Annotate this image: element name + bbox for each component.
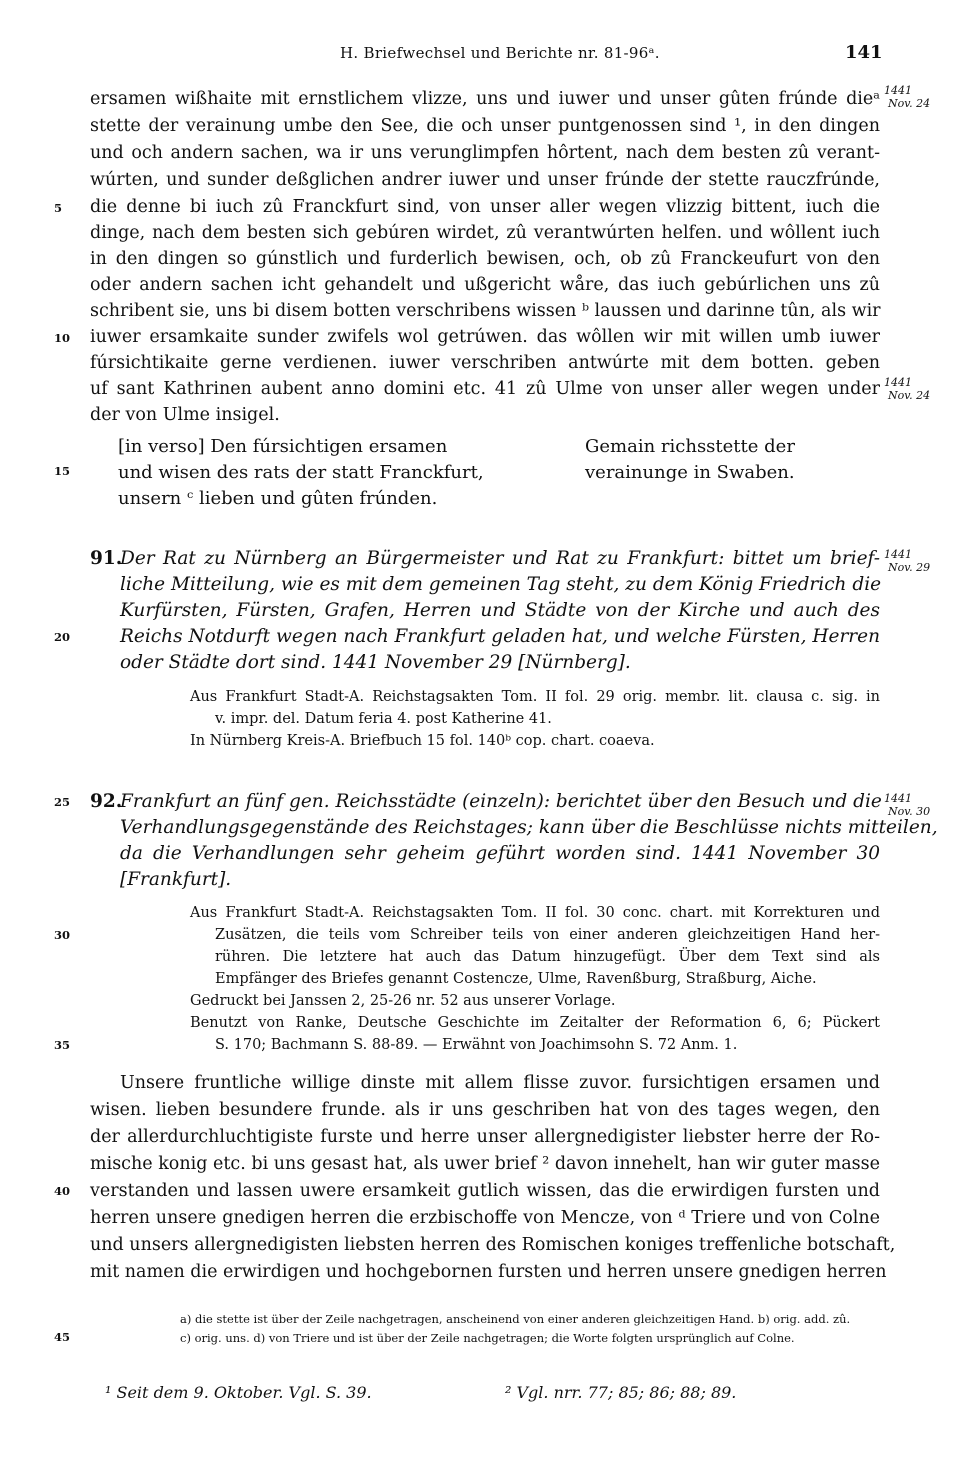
- critical-note: c) orig. uns. d) von Triere und ist über der Zeile nachgetragen; die Worte folgten ursprünglich auf Colne.: [180, 1331, 795, 1345]
- line-number: 10: [54, 331, 71, 345]
- body-line: der allerdurchluchtigiste furste und herre unser allergnedigister liebster herre der Ro-: [90, 1127, 880, 1147]
- text-line: iuwer ersamkaite sunder zwifels wol getrúwen. das wôllen wir mit willen umb iuwer: [90, 327, 880, 347]
- body-line: wisen. lieben besundere frunde. als ir uns geschriben hat von des tages wegen, den: [90, 1100, 880, 1120]
- text-line: und och andern sachen, wa ir uns verunglimpfen hôrtent, nach dem besten zû verant-: [90, 143, 880, 163]
- text-line: stette der verainung umbe den See, die och unser puntgenossen sind ¹, in den dingen: [90, 116, 880, 136]
- text-line: in den dingen so gúnstlich und furderlich bewisen, och, ob zû Franckeufurt von den: [90, 249, 880, 269]
- source-note: Empfänger des Briefes genannt Costencze, Ulme, Ravenßburg, Straßburg, Aiche.: [215, 971, 817, 987]
- margin-date: 1441 Nov. 30: [884, 792, 931, 818]
- sender-line: verainunge in Swaben.: [585, 462, 795, 483]
- critical-note: a) die stette ist über der Zeile nachgetragen, anscheinend von einer anderen gleichzeitigen Hand. b) orig. add. zû.: [180, 1312, 851, 1326]
- entry-heading-line: Reichs Notdurft wegen nach Frankfurt geladen hat, und welche Fürsten, Herren: [120, 626, 880, 647]
- entry-heading-line: Verhandlungsgegenstände des Reichstages; kann über die Beschlüsse nichts mitteilen,: [120, 817, 938, 838]
- source-note: v. impr. del. Datum feria 4. post Katherine 41.: [215, 711, 552, 727]
- source-note: In Nürnberg Kreis-A. Briefbuch 15 fol. 140ᵇ cop. chart. coaeva.: [190, 733, 655, 749]
- source-note: Zusätzen, die teils vom Schreiber teils von einer anderen gleichzeitigen Hand her-: [215, 927, 880, 943]
- text-line: oder andern sachen icht gehandelt und ußgericht wåre, das iuch gebúrlichen uns zû: [90, 275, 880, 295]
- text-line: schribent sie, uns bi disem botten verschribens wissen ᵇ laussen und darinne tûn, als wir: [90, 301, 881, 321]
- text-line: uf sant Kathrinen aubent anno domini etc. 41 zû Ulme von unser aller wegen under: [90, 379, 880, 399]
- entry-heading-line: liche Mitteilung, wie es mit dem gemeinen Tag steht, zu dem König Friedrich die: [120, 574, 882, 595]
- address-line: und wisen des rats der statt Franckfurt,: [118, 462, 484, 483]
- address-line: unsern ᶜ lieben und gûten frúnden.: [118, 488, 438, 509]
- entry-heading-line: 92. Frankfurt an fünf gen. Reichsstädte (einzeln): berichtet über den Besuch und die: [120, 789, 880, 815]
- text-line: wúrten, und sunder deßglichen andrer iuwer und unser frúnde der stette rauczfrúnde,: [90, 170, 880, 190]
- line-number: 20: [54, 630, 71, 644]
- line-number: 30: [54, 928, 71, 942]
- body-line: Unsere fruntliche willige dinste mit allem flisse zuvor. fursichtigen ersamen und: [120, 1073, 880, 1093]
- source-note: S. 170; Bachmann S. 88-89. — Erwähnt von Joachimsohn S. 72 Anm. 1.: [215, 1037, 738, 1053]
- text-line: die denne bi iuch zû Franckfurt sind, von unser aller wegen vlizzig bittent, iuch die: [90, 197, 880, 217]
- margin-date: 1441 Nov. 29: [884, 548, 931, 574]
- line-number: 45: [54, 1330, 71, 1344]
- entry-number: 92.: [90, 791, 123, 812]
- source-note: Benutzt von Ranke, Deutsche Geschichte im Zeitalter der Reformation 6, 6; Pückert: [190, 1015, 880, 1031]
- body-line: und unsers allergnedigisten liebsten herren des Romischen koniges treffenliche botschaft,: [90, 1235, 896, 1255]
- body-line: verstanden und lassen uwere ersamkeit gutlich wissen, das die erwirdigen fursten und: [90, 1181, 880, 1201]
- source-note: rühren. Die letztere hat auch das Datum hinzugefügt. Über dem Text sind als: [215, 949, 880, 965]
- entry-heading-line: 91. Der Rat zu Nürnberg an Bürgermeister und Rat zu Frankfurt: bittet um brief-: [120, 546, 880, 572]
- body-line: mische konig etc. bi uns gesast hat, als uwer brief ² davon innehelt, han wir guter masse: [90, 1154, 880, 1174]
- text-line: der von Ulme insigel.: [90, 405, 280, 425]
- entry-heading-line: [Frankfurt].: [120, 869, 232, 890]
- page-number: 141: [845, 42, 883, 63]
- entry-heading-line: Kurfürsten, Fürsten, Grafen, Herren und Städte von der Kirche und auch des: [120, 600, 880, 621]
- text-line: dinge, nach dem besten sich gebúren wirdet, zû verantwúrten helfen. und wôllent iuch: [90, 223, 880, 243]
- running-title: H. Briefwechsel und Berichte nr. 81-96ᵃ.: [340, 44, 660, 62]
- body-line: herren unsere gnedigen herren die erzbischoffe von Mencze, von ᵈ Triere und von Colne: [90, 1208, 880, 1228]
- footnote: ² Vgl. nrr. 77; 85; 86; 88; 89.: [505, 1383, 737, 1402]
- line-number: 5: [54, 201, 63, 215]
- entry-number: 91.: [90, 548, 123, 569]
- margin-date: 1441 Nov. 24: [884, 376, 931, 402]
- address-line: [in verso] Den fúrsichtigen ersamen: [118, 436, 448, 457]
- footnote: ¹ Seit dem 9. Oktober. Vgl. S. 39.: [105, 1383, 372, 1402]
- text-line: fúrsichtikaite gerne verdienen. iuwer verschriben antwúrte mit dem botten. geben: [90, 353, 880, 373]
- source-note: Gedruckt bei Janssen 2, 25-26 nr. 52 aus unserer Vorlage.: [190, 993, 616, 1009]
- line-number: 40: [54, 1184, 71, 1198]
- source-note: Aus Frankfurt Stadt-A. Reichstagsakten Tom. II fol. 29 orig. membr. lit. clausa c. sig. in: [190, 689, 880, 705]
- body-line: mit namen die erwirdigen und hochgebornen fursten und herren unsere gnedigen herren: [90, 1262, 887, 1282]
- line-number: 35: [54, 1038, 71, 1052]
- source-note: Aus Frankfurt Stadt-A. Reichstagsakten Tom. II fol. 30 conc. chart. mit Korrekturen und: [190, 905, 880, 921]
- sender-line: Gemain richsstette der: [585, 436, 795, 457]
- line-number: 25: [54, 795, 71, 809]
- margin-date: 1441 Nov. 24: [884, 84, 931, 110]
- entry-heading-line: oder Städte dort sind. 1441 November 29 [Nürnberg].: [120, 652, 631, 673]
- text-line: ersamen wißhaite mit ernstlichem vlizze, uns und iuwer und unser gûten frúnde dieᵃ: [90, 89, 880, 109]
- line-number: 15: [54, 464, 71, 478]
- entry-heading-line: da die Verhandlungen sehr geheim geführt worden sind. 1441 November 30: [120, 843, 880, 864]
